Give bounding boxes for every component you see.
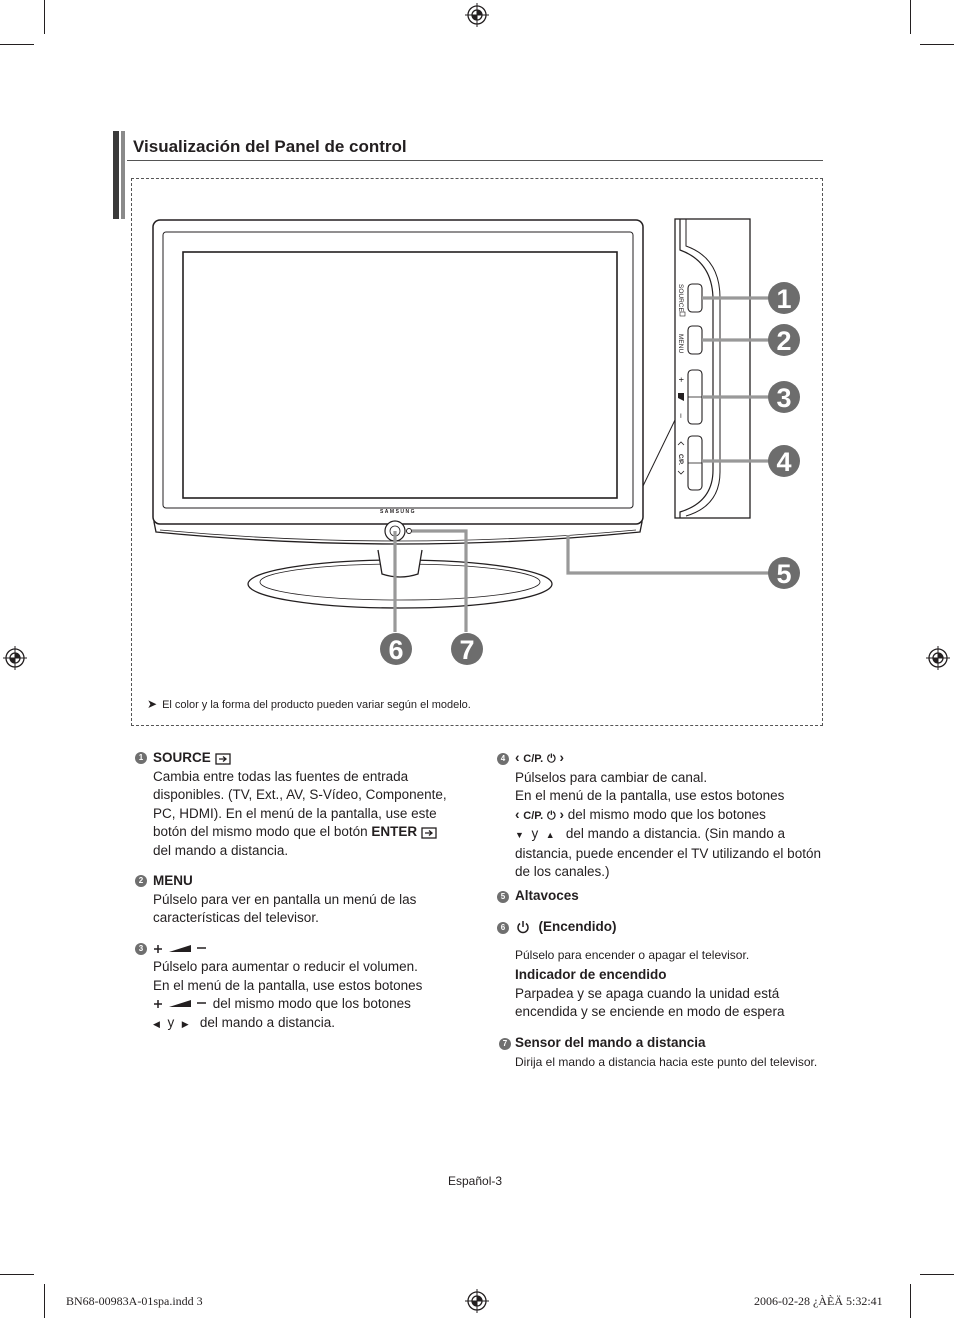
enter-label: ENTER <box>371 824 418 839</box>
chevron-right-icon: › <box>559 806 564 822</box>
note-text: El color y la forma del producto pueden variar según el modelo. <box>162 699 471 711</box>
item-title: (Encendido) <box>515 918 784 937</box>
item-menu <box>135 872 416 928</box>
volume-icon <box>153 997 209 1011</box>
item-number: 5 <box>497 891 509 903</box>
item-source <box>135 749 447 860</box>
note <box>147 697 471 711</box>
power-icon: ⏻ <box>547 753 556 765</box>
side-label: − <box>676 413 686 419</box>
registration-mark-icon <box>465 3 489 27</box>
header-bar <box>121 131 125 219</box>
callout-number: 2 <box>776 326 792 356</box>
file-slug: BN68-00983A-01spa.indd 3 <box>66 1294 203 1308</box>
item-line: botón del mismo modo que el botón ENTER <box>153 823 447 842</box>
item-title: SOURCE <box>153 749 447 768</box>
header-rule <box>127 160 823 161</box>
item-line: disponibles. (TV, Ext., AV, S-Vídeo, Componente, <box>153 787 447 802</box>
left-arrow-icon: ◀ <box>153 1018 160 1029</box>
source-icon <box>215 752 233 765</box>
crop-mark <box>910 1284 911 1318</box>
remote-sensor <box>407 529 412 534</box>
callout-number: 3 <box>776 383 792 413</box>
item-line: Dirija el mando a distancia hacia este punto del televisor. <box>515 1054 818 1069</box>
timestamp-slug: 2006-02-28 ¿ÀÈÄ 5:32:41 <box>754 1294 883 1308</box>
crop-mark <box>910 0 911 34</box>
item-line: Púlselos para cambiar de canal. <box>515 769 708 785</box>
tv-screen <box>183 252 617 498</box>
chevron-right-icon: › <box>559 750 564 765</box>
callout-number: 7 <box>459 635 475 665</box>
callout-number: 6 <box>388 635 404 665</box>
item-power <box>497 918 784 1022</box>
side-label: SOURCE <box>677 284 684 312</box>
crop-mark <box>0 44 34 45</box>
header-bar <box>113 131 119 219</box>
item-line: de los canales.) <box>515 864 610 879</box>
right-arrow-icon: ▶ <box>181 1018 189 1029</box>
item-line: Cambia entre todas las fuentes de entrada <box>153 768 409 784</box>
item-title: MENU <box>153 873 193 888</box>
item-line: Púlselo para aumentar o reducir el volumen. <box>153 959 418 974</box>
item-channel <box>497 749 821 882</box>
item-line: Púlselo para encender o apagar el televisor. <box>515 947 750 962</box>
brand-logo: SAMSUNG <box>379 509 417 515</box>
item-line: encendida y se enciende en modo de espera <box>515 1004 785 1019</box>
power-icon <box>515 919 531 935</box>
page-title: Visualización del Panel de control <box>133 137 407 156</box>
item-line: del mismo modo que los botones <box>153 995 422 1014</box>
enter-icon <box>421 826 439 839</box>
item-number: 2 <box>135 875 147 887</box>
source-button-shape <box>688 284 702 312</box>
chevron-left-icon: ‹ <box>515 806 520 822</box>
item-volume <box>135 940 422 1033</box>
item-line: ‹ C/P. ⏻ › del mismo modo que los botones <box>515 806 766 822</box>
item-number: 3 <box>135 943 147 955</box>
callout-number: 4 <box>776 447 792 477</box>
menu-button-shape <box>688 326 702 354</box>
side-label: MENU <box>677 334 684 354</box>
side-label: + <box>676 377 686 383</box>
item-line: Púlselo para ver en pantalla un menú de las <box>153 891 417 907</box>
item-subtitle: Indicador de encendido <box>515 967 667 982</box>
up-arrow-icon: ▲ <box>545 830 555 840</box>
item-number: 4 <box>497 753 509 765</box>
item-line: del mando a distancia. <box>153 842 289 858</box>
crop-mark <box>920 44 954 45</box>
item-title: Altavoces <box>515 888 579 903</box>
item-title: Sensor del mando a distancia <box>515 1035 706 1050</box>
note-arrow-icon: ➤ <box>147 697 158 711</box>
callout-number: 5 <box>776 559 792 589</box>
item-number: 7 <box>499 1038 511 1050</box>
item-line: En el menú de la pantalla, use estos botones <box>153 977 423 993</box>
item-title: ‹ C/P. ⏻ › <box>515 750 564 765</box>
tv-diagram <box>131 178 823 726</box>
side-label: C/P. <box>677 454 683 465</box>
tv-stand-neck <box>378 550 422 577</box>
item-number: 1 <box>135 752 147 764</box>
chevron-left-icon: ‹ <box>515 750 520 765</box>
item-number: 6 <box>497 922 509 934</box>
power-icon: ⏻ <box>547 809 556 822</box>
registration-mark-icon <box>465 1289 489 1313</box>
crop-mark <box>920 1274 954 1275</box>
volume-icon <box>153 942 209 956</box>
crop-mark <box>0 1274 34 1275</box>
item-line: distancia, puede encender el TV utilizando el botón <box>515 845 821 861</box>
page-number: Español-3 <box>448 1174 503 1188</box>
crop-mark <box>44 1284 45 1318</box>
crop-mark <box>44 0 45 34</box>
item-line: En el menú de la pantalla, use estos botones <box>515 788 785 803</box>
item-line: ▼ y ▲ del mando a distancia. (Sin mando a <box>515 826 786 841</box>
item-line: ◀ y ▶ del mando a distancia. <box>153 1014 335 1030</box>
registration-mark-icon <box>3 646 27 670</box>
item-speakers <box>497 887 579 906</box>
down-arrow-icon: ▼ <box>515 830 524 840</box>
item-line: PC, HDMI). En el menú de la pantalla, use este <box>153 805 437 821</box>
registration-mark-icon <box>926 646 950 670</box>
item-line: Parpadea y se apaga cuando la unidad está <box>515 985 780 1001</box>
item-line: características del televisor. <box>153 910 319 925</box>
callout-number: 1 <box>776 284 792 314</box>
item-remote-sensor <box>499 1034 817 1071</box>
item-title <box>153 940 422 958</box>
